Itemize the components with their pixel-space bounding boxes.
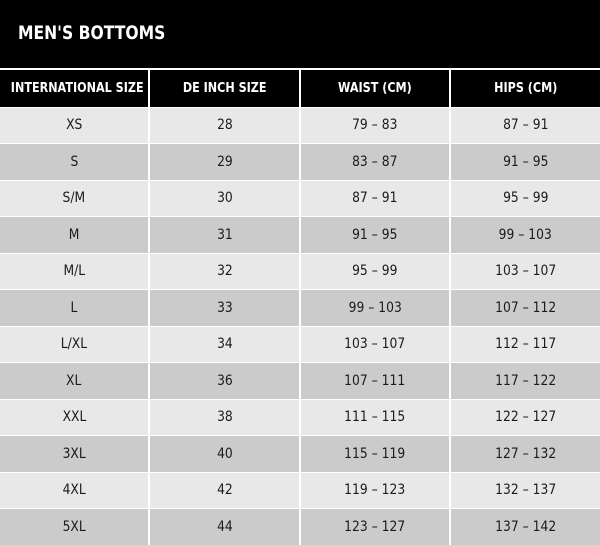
cell-international-size: L [0,290,149,327]
column-header-waist: WAIST (CM) [300,69,450,107]
column-header-hips: HIPS (CM) [450,69,600,107]
cell-hips: 122 – 127 [450,399,600,436]
cell-hips: 117 – 122 [450,363,600,400]
size-table [0,68,600,545]
cell-waist: 111 – 115 [300,399,450,436]
page-title: MEN'S BOTTOMS [18,22,165,44]
cell-waist: 103 – 107 [300,326,450,363]
table-row [0,509,600,545]
cell-hips: 127 – 132 [450,436,600,473]
cell-international-size: XXL [0,399,149,436]
table-row [0,217,600,254]
cell-international-size: XL [0,363,149,400]
column-header-international-size: INTERNATIONAL SIZE [0,69,149,107]
cell-international-size: L/XL [0,326,149,363]
cell-de-inch-size: 40 [149,436,300,473]
cell-waist: 95 – 99 [300,253,450,290]
cell-de-inch-size: 34 [149,326,300,363]
table-row [0,436,600,473]
cell-international-size: S [0,144,149,181]
cell-international-size: 4XL [0,472,149,509]
cell-de-inch-size: 38 [149,399,300,436]
table-row [0,144,600,181]
cell-de-inch-size: 30 [149,180,300,217]
table-header [0,69,600,107]
cell-de-inch-size: 29 [149,144,300,181]
cell-hips: 137 – 142 [450,509,600,545]
cell-de-inch-size: 28 [149,107,300,144]
cell-hips: 112 – 117 [450,326,600,363]
cell-international-size: M/L [0,253,149,290]
cell-international-size: M [0,217,149,254]
cell-de-inch-size: 32 [149,253,300,290]
table-row [0,180,600,217]
cell-hips: 103 – 107 [450,253,600,290]
cell-waist: 87 – 91 [300,180,450,217]
table-row [0,472,600,509]
cell-international-size: 5XL [0,509,149,545]
cell-de-inch-size: 36 [149,363,300,400]
cell-international-size: S/M [0,180,149,217]
cell-waist: 107 – 111 [300,363,450,400]
cell-waist: 83 – 87 [300,144,450,181]
cell-hips: 107 – 112 [450,290,600,327]
cell-de-inch-size: 33 [149,290,300,327]
table-row [0,399,600,436]
table-row [0,326,600,363]
cell-waist: 99 – 103 [300,290,450,327]
cell-waist: 115 – 119 [300,436,450,473]
table-row [0,107,600,144]
cell-hips: 99 – 103 [450,217,600,254]
table-row [0,290,600,327]
cell-de-inch-size: 42 [149,472,300,509]
cell-de-inch-size: 31 [149,217,300,254]
column-header-de-inch-size: DE INCH SIZE [149,69,300,107]
cell-de-inch-size: 44 [149,509,300,545]
table-row [0,253,600,290]
table-row [0,363,600,400]
cell-international-size: XS [0,107,149,144]
table-body [0,107,600,545]
cell-international-size: 3XL [0,436,149,473]
cell-hips: 87 – 91 [450,107,600,144]
cell-waist: 119 – 123 [300,472,450,509]
cell-hips: 91 – 95 [450,144,600,181]
cell-hips: 95 – 99 [450,180,600,217]
cell-hips: 132 – 137 [450,472,600,509]
cell-waist: 91 – 95 [300,217,450,254]
cell-waist: 123 – 127 [300,509,450,545]
header-row [0,69,600,107]
cell-waist: 79 – 83 [300,107,450,144]
title-bar [0,0,600,68]
